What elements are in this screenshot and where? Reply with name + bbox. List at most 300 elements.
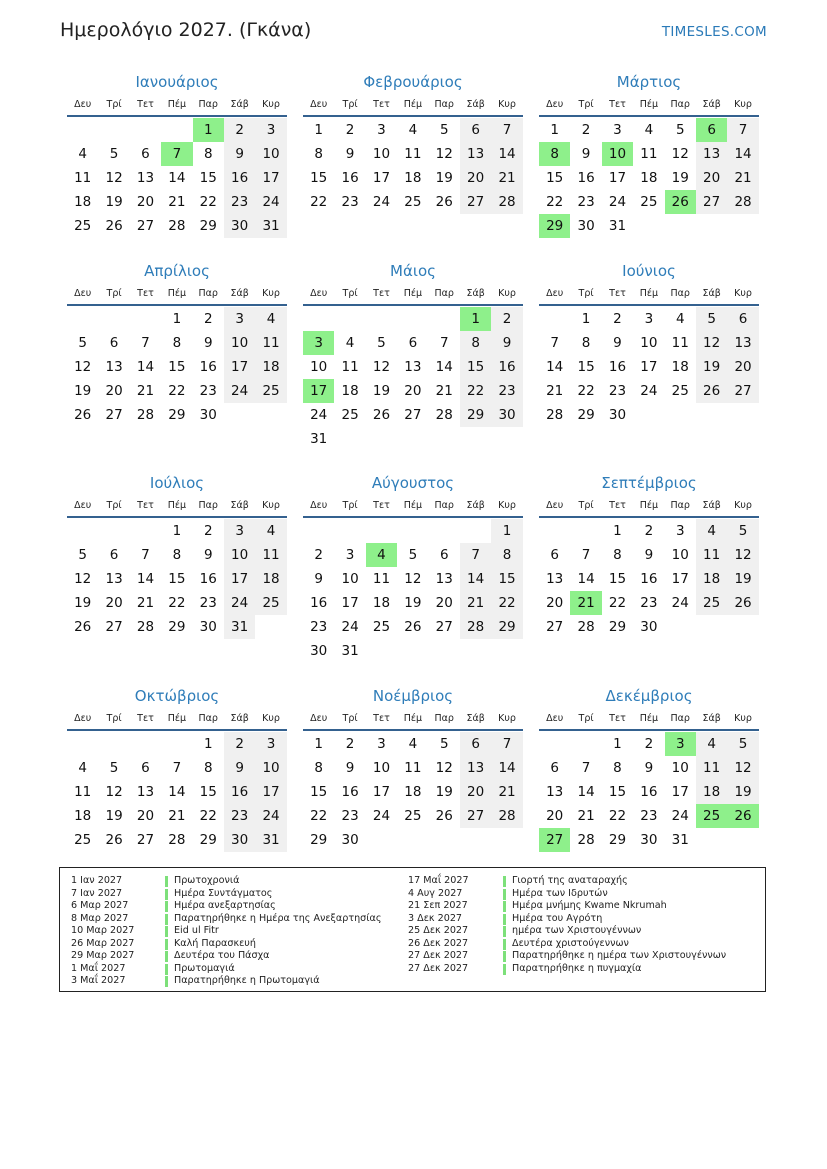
- day-cell: 8: [581, 335, 591, 351]
- week-row: [303, 142, 523, 166]
- day-cell: 14: [168, 784, 186, 800]
- weekday-label: Κυρ: [734, 500, 752, 511]
- day-cell: 29: [199, 218, 217, 234]
- empty-cell: [696, 214, 727, 238]
- legend-holiday-name: Πρωτομαγιά: [174, 962, 235, 974]
- day-cell: 26: [105, 832, 123, 848]
- weekday-label: Δευ: [74, 99, 92, 110]
- day-cell: 30: [224, 214, 255, 238]
- weekday-label: Δευ: [74, 713, 92, 724]
- empty-cell: [429, 427, 460, 451]
- week-row: [303, 615, 523, 639]
- day-cell: 12: [435, 760, 453, 776]
- weekday-label: Δευ: [74, 500, 92, 511]
- legend-date: 6 Μαρ 2027: [71, 900, 129, 911]
- weekday-header: [539, 95, 759, 117]
- day-cell: 10: [255, 142, 286, 166]
- day-cell: 2: [613, 311, 622, 327]
- legend-date: 10 Μαρ 2027: [71, 925, 135, 936]
- week-row: [303, 804, 523, 828]
- day-cell: 15: [491, 567, 522, 591]
- day-cell: 19: [372, 383, 391, 399]
- weekday-label: Κυρ: [498, 713, 516, 724]
- empty-cell: [665, 403, 696, 427]
- weekday-label: Κυρ: [262, 500, 280, 511]
- day-cell: 21: [435, 383, 453, 399]
- day-cell: 31: [255, 828, 286, 852]
- legend-holiday-name: Eid ul Fitr: [174, 925, 219, 936]
- legend-color-marker: [165, 939, 168, 950]
- weekday-label: Πέμ: [639, 713, 659, 724]
- weekday-label: Τρί: [342, 288, 358, 299]
- day-cell: 2: [644, 523, 654, 539]
- legend-date: 1 Ιαν 2027: [71, 875, 123, 886]
- week-row: [303, 543, 523, 567]
- day-cell: 14: [136, 359, 155, 375]
- day-cell: 14: [136, 571, 155, 587]
- day-cell: 16: [199, 359, 217, 375]
- month-name: Οκτώβριος: [134, 687, 220, 705]
- weekday-header: [67, 496, 287, 518]
- day-cell: 28: [577, 619, 595, 635]
- day-cell: 9: [224, 756, 255, 780]
- day-cell: 11: [74, 784, 92, 800]
- day-cell: 5: [675, 122, 685, 138]
- week-row: [67, 355, 287, 379]
- day-cell: 2: [345, 736, 355, 752]
- month-calendar: [539, 472, 759, 639]
- week-row: [539, 519, 759, 543]
- day-cell: 26: [74, 619, 92, 635]
- holiday-day-cell: 3: [303, 331, 334, 355]
- week-row: [539, 543, 759, 567]
- day-cell: 26: [435, 194, 453, 210]
- day-cell: 16: [341, 170, 359, 186]
- day-cell: 22: [546, 194, 564, 210]
- day-cell: 28: [168, 218, 186, 234]
- weekday-header: [303, 496, 523, 518]
- empty-cell: [67, 519, 98, 543]
- day-cell: 20: [696, 166, 727, 190]
- week-row: [539, 756, 759, 780]
- day-cell: 23: [491, 379, 522, 403]
- day-cell: 27: [696, 190, 727, 214]
- weekday-label: Τρί: [342, 99, 358, 110]
- empty-cell: [161, 732, 192, 756]
- day-cell: 21: [136, 383, 155, 399]
- month-calendar: [539, 71, 759, 238]
- holiday-day-cell: 6: [696, 118, 727, 142]
- day-cell: 28: [727, 190, 758, 214]
- day-cell: 12: [404, 571, 422, 587]
- legend-color-marker: [503, 914, 506, 925]
- legend-color-marker: [165, 926, 168, 937]
- day-cell: 14: [460, 567, 491, 591]
- week-row: [539, 355, 759, 379]
- day-cell: 25: [671, 383, 689, 399]
- weekday-header: [67, 709, 287, 731]
- month-calendar: [303, 685, 523, 852]
- weekday-label: Δευ: [74, 288, 92, 299]
- legend-color-marker: [503, 964, 506, 975]
- empty-cell: [696, 828, 727, 852]
- day-cell: 23: [224, 190, 255, 214]
- week-row: [303, 732, 523, 756]
- empty-cell: [429, 828, 460, 852]
- day-cell: 14: [577, 784, 595, 800]
- empty-cell: [98, 118, 129, 142]
- day-cell: 13: [105, 571, 123, 587]
- day-cell: 23: [310, 619, 328, 635]
- day-cell: 18: [74, 808, 92, 824]
- day-cell: 17: [608, 170, 627, 186]
- day-cell: 9: [203, 335, 213, 351]
- week-row: [303, 780, 523, 804]
- day-cell: 28: [136, 407, 155, 423]
- week-row: [303, 190, 523, 214]
- empty-cell: [727, 828, 758, 852]
- day-cell: 17: [224, 567, 255, 591]
- weekday-label: Τετ: [373, 500, 390, 511]
- day-cell: 31: [255, 214, 286, 238]
- day-cell: 28: [435, 407, 453, 423]
- day-cell: 30: [608, 407, 627, 423]
- day-cell: 15: [577, 359, 595, 375]
- weekday-label: Δευ: [310, 713, 328, 724]
- day-cell: 1: [550, 122, 559, 138]
- day-cell: 24: [372, 194, 391, 210]
- weekday-label: Τετ: [609, 500, 626, 511]
- day-cell: 29: [608, 619, 627, 635]
- day-cell: 15: [168, 359, 186, 375]
- day-cell: 2: [224, 732, 255, 756]
- empty-cell: [665, 214, 696, 238]
- week-row: [67, 331, 287, 355]
- day-cell: 22: [199, 194, 217, 210]
- day-cell: 12: [105, 784, 123, 800]
- day-cell: 24: [341, 619, 359, 635]
- week-row: [303, 166, 523, 190]
- day-cell: 26: [696, 379, 727, 403]
- empty-cell: [130, 118, 161, 142]
- week-row: [67, 214, 287, 238]
- day-cell: 7: [581, 547, 591, 563]
- weekday-label: Πέμ: [639, 99, 659, 110]
- legend-item: [408, 900, 748, 913]
- day-cell: 27: [546, 619, 564, 635]
- day-cell: 29: [168, 407, 186, 423]
- day-cell: 31: [224, 615, 255, 639]
- legend-item: [71, 888, 411, 901]
- weekday-label: Τετ: [609, 288, 626, 299]
- legend-item: [71, 950, 411, 963]
- day-cell: 26: [105, 218, 123, 234]
- day-cell: 17: [671, 571, 689, 587]
- day-cell: 7: [491, 118, 522, 142]
- day-cell: 20: [136, 808, 155, 824]
- day-cell: 23: [640, 808, 658, 824]
- day-cell: 4: [696, 519, 727, 543]
- month-name: Ιανουάριος: [135, 73, 219, 91]
- day-cell: 30: [577, 218, 595, 234]
- weekday-label: Σάβ: [702, 99, 721, 110]
- day-cell: 16: [640, 571, 658, 587]
- day-cell: 18: [404, 784, 422, 800]
- empty-cell: [460, 639, 491, 663]
- weekday-label: Τετ: [137, 99, 154, 110]
- empty-cell: [397, 427, 428, 451]
- day-cell: 1: [203, 736, 213, 752]
- day-cell: 7: [172, 760, 182, 776]
- legend-color-marker: [165, 914, 168, 925]
- empty-cell: [570, 732, 601, 756]
- empty-cell: [397, 307, 428, 331]
- holiday-day-cell: 1: [460, 307, 491, 331]
- day-cell: 9: [613, 335, 622, 351]
- day-cell: 17: [255, 780, 286, 804]
- empty-cell: [633, 403, 664, 427]
- month-calendar: [539, 685, 759, 852]
- month-name: Απρίλιος: [144, 262, 210, 280]
- weekday-label: Σάβ: [230, 99, 249, 110]
- legend-item: [71, 913, 411, 926]
- week-row: [67, 780, 287, 804]
- day-cell: 12: [696, 331, 727, 355]
- week-row: [539, 214, 759, 238]
- day-cell: 12: [74, 359, 92, 375]
- day-cell: 23: [199, 383, 217, 399]
- weekday-label: Σάβ: [702, 500, 721, 511]
- weekday-label: Παρ: [198, 288, 218, 299]
- empty-cell: [98, 307, 129, 331]
- day-cell: 18: [372, 595, 391, 611]
- day-cell: 5: [78, 335, 87, 351]
- legend-holiday-name: ημέρα των Χριστουγέννων: [512, 925, 642, 936]
- week-row: [67, 142, 287, 166]
- weekday-label: Τρί: [578, 500, 594, 511]
- day-cell: 26: [404, 619, 422, 635]
- day-cell: 5: [408, 547, 418, 563]
- day-cell: 1: [172, 523, 182, 539]
- day-cell: 8: [314, 146, 323, 162]
- day-cell: 11: [74, 170, 92, 186]
- weekday-label: Κυρ: [498, 99, 516, 110]
- day-cell: 9: [314, 571, 323, 587]
- legend-item: [408, 875, 748, 888]
- day-cell: 31: [608, 218, 627, 234]
- legend-color-marker: [165, 876, 168, 887]
- day-cell: 8: [314, 760, 323, 776]
- day-cell: 3: [255, 732, 286, 756]
- weekday-label: Πέμ: [403, 99, 423, 110]
- day-cell: 18: [640, 170, 658, 186]
- holiday-day-cell: 10: [602, 142, 633, 166]
- empty-cell: [397, 828, 428, 852]
- day-cell: 19: [404, 595, 422, 611]
- day-cell: 21: [727, 166, 758, 190]
- day-cell: 7: [460, 543, 491, 567]
- day-cell: 28: [460, 615, 491, 639]
- day-cell: 10: [310, 359, 328, 375]
- day-cell: 14: [727, 142, 758, 166]
- month-calendar: [67, 685, 287, 852]
- week-row: [303, 519, 523, 543]
- day-cell: 6: [460, 732, 491, 756]
- empty-cell: [491, 639, 522, 663]
- empty-cell: [460, 519, 491, 543]
- weekday-label: Τρί: [342, 713, 358, 724]
- day-cell: 16: [577, 170, 595, 186]
- week-row: [67, 615, 287, 639]
- legend-date: 1 Μαΐ 2027: [71, 962, 126, 974]
- day-cell: 19: [74, 595, 92, 611]
- day-cell: 8: [613, 760, 622, 776]
- empty-cell: [67, 307, 98, 331]
- day-cell: 6: [439, 547, 449, 563]
- empty-cell: [334, 427, 365, 451]
- day-cell: 18: [696, 780, 727, 804]
- week-row: [539, 591, 759, 615]
- legend-date: 29 Μαρ 2027: [71, 950, 135, 961]
- day-cell: 12: [727, 543, 758, 567]
- empty-cell: [696, 403, 727, 427]
- holiday-day-cell: 21: [570, 591, 601, 615]
- day-cell: 4: [408, 736, 418, 752]
- week-row: [67, 379, 287, 403]
- weekday-label: Τρί: [106, 99, 122, 110]
- empty-cell: [460, 427, 491, 451]
- week-row: [303, 307, 523, 331]
- day-cell: 27: [460, 190, 491, 214]
- weekday-header: [539, 709, 759, 731]
- legend-date: 21 Σεπ 2027: [408, 900, 468, 911]
- day-cell: 19: [105, 808, 123, 824]
- legend-date: 27 Δεκ 2027: [408, 950, 469, 961]
- day-cell: 20: [546, 808, 564, 824]
- weekday-label: Σάβ: [230, 288, 249, 299]
- week-row: [303, 756, 523, 780]
- week-row: [303, 379, 523, 403]
- holiday-day-cell: 7: [161, 142, 192, 166]
- day-cell: 14: [577, 571, 595, 587]
- legend-color-marker: [503, 951, 506, 962]
- weekday-label: Σάβ: [230, 500, 249, 511]
- day-cell: 24: [255, 804, 286, 828]
- day-cell: 19: [105, 194, 123, 210]
- day-cell: 18: [255, 567, 286, 591]
- week-row: [539, 804, 759, 828]
- day-cell: 2: [314, 547, 323, 563]
- day-cell: 8: [613, 547, 622, 563]
- weekday-label: Σάβ: [466, 713, 485, 724]
- day-cell: 4: [78, 760, 87, 776]
- day-cell: 24: [671, 595, 689, 611]
- day-cell: 22: [491, 591, 522, 615]
- day-cell: 5: [439, 736, 449, 752]
- day-cell: 27: [435, 619, 453, 635]
- empty-cell: [539, 519, 570, 543]
- month-name: Φεβρουάριος: [363, 73, 463, 91]
- weekday-label: Σάβ: [466, 500, 485, 511]
- day-cell: 24: [640, 383, 658, 399]
- weekday-label: Τρί: [578, 713, 594, 724]
- day-cell: 25: [255, 591, 286, 615]
- day-cell: 13: [727, 331, 758, 355]
- day-cell: 21: [491, 780, 522, 804]
- day-cell: 18: [341, 383, 359, 399]
- day-cell: 30: [310, 643, 328, 659]
- day-cell: 6: [408, 335, 418, 351]
- day-cell: 12: [74, 571, 92, 587]
- day-cell: 2: [203, 311, 213, 327]
- day-cell: 20: [546, 595, 564, 611]
- weekday-label: Δευ: [546, 288, 564, 299]
- weekday-label: Τρί: [106, 713, 122, 724]
- weekday-label: Παρ: [198, 99, 218, 110]
- day-cell: 10: [671, 760, 689, 776]
- week-row: [539, 118, 759, 142]
- day-cell: 26: [372, 407, 391, 423]
- empty-cell: [491, 427, 522, 451]
- day-cell: 16: [640, 784, 658, 800]
- day-cell: 2: [203, 523, 213, 539]
- day-cell: 13: [136, 784, 155, 800]
- day-cell: 24: [671, 808, 689, 824]
- weekday-label: Σάβ: [230, 713, 249, 724]
- day-cell: 23: [640, 595, 658, 611]
- day-cell: 5: [78, 547, 87, 563]
- weekday-label: Δευ: [310, 288, 328, 299]
- day-cell: 18: [671, 359, 689, 375]
- legend-item: [71, 900, 411, 913]
- day-cell: 2: [644, 736, 654, 752]
- empty-cell: [539, 732, 570, 756]
- weekday-label: Τετ: [609, 713, 626, 724]
- empty-cell: [539, 307, 570, 331]
- legend-holiday-name: Καλή Παρασκευή: [174, 937, 256, 949]
- legend-color-marker: [165, 951, 168, 962]
- empty-cell: [303, 519, 334, 543]
- site-brand-link[interactable]: TIMESLES.COM: [661, 24, 767, 40]
- day-cell: 17: [372, 784, 391, 800]
- weekday-label: Τρί: [106, 500, 122, 511]
- day-cell: 15: [460, 355, 491, 379]
- empty-cell: [130, 307, 161, 331]
- day-cell: 1: [613, 736, 622, 752]
- day-cell: 15: [546, 170, 564, 186]
- day-cell: 7: [141, 547, 150, 563]
- week-row: [67, 543, 287, 567]
- day-cell: 10: [671, 547, 689, 563]
- day-cell: 17: [671, 784, 689, 800]
- weekday-header: [303, 95, 523, 117]
- day-cell: 3: [377, 736, 386, 752]
- legend-holiday-name: Ημέρα των Ιδρυτών: [512, 887, 608, 899]
- day-cell: 2: [491, 307, 522, 331]
- day-cell: 25: [255, 379, 286, 403]
- legend-color-marker: [165, 976, 168, 987]
- day-cell: 16: [310, 595, 328, 611]
- week-row: [303, 427, 523, 451]
- day-cell: 15: [310, 170, 328, 186]
- holiday-day-cell: 29: [539, 214, 570, 238]
- day-cell: 9: [345, 760, 355, 776]
- week-row: [303, 567, 523, 591]
- day-cell: 2: [224, 118, 255, 142]
- legend-color-marker: [165, 964, 168, 975]
- legend-color-marker: [503, 876, 506, 887]
- day-cell: 27: [105, 407, 123, 423]
